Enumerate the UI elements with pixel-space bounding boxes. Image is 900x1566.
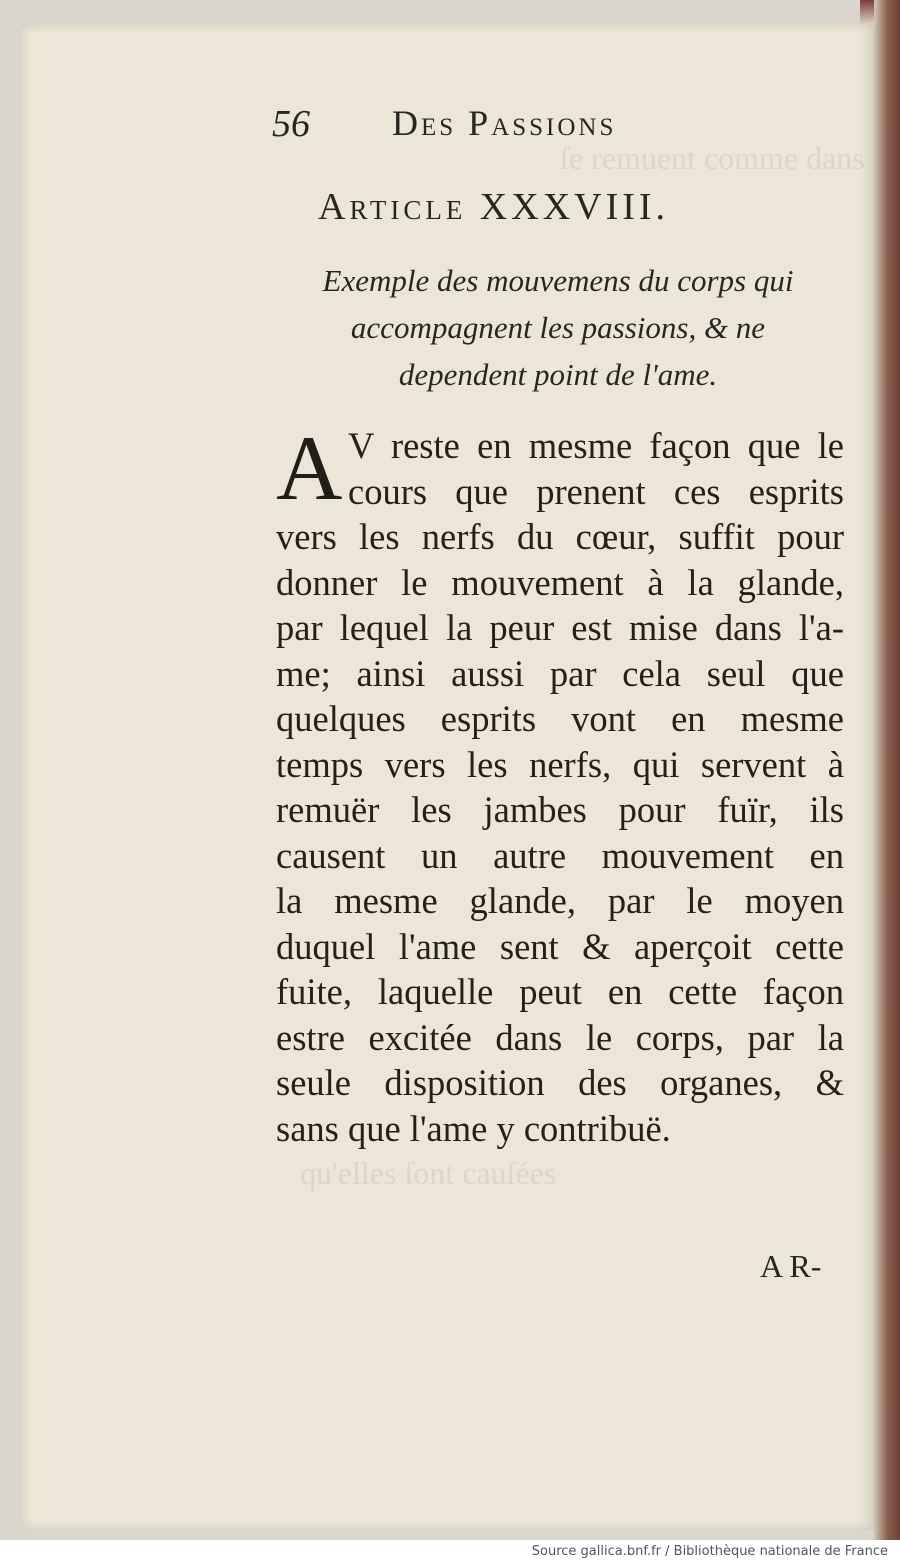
article-subtitle xyxy=(272,257,844,398)
article-title: Article XXXVIII. xyxy=(318,186,670,228)
source-footer xyxy=(0,1540,900,1566)
body-line: me; ainsi aussi par cela seul que xyxy=(276,652,844,694)
subtitle-line: accompagnent les passions, & ne xyxy=(350,310,766,345)
subtitle-line: Exemple des mouvemens du corps qui xyxy=(322,263,794,298)
body-line: par lequel la peur est mise dans l'a- xyxy=(276,607,844,648)
show-through: ſe remuent comme dans xyxy=(560,140,865,176)
catchword: A R- xyxy=(760,1248,822,1284)
body-line: fuite, laquelle peut en cette façon xyxy=(276,971,844,1012)
body-line: duquel l'ame sent & aperçoit cette xyxy=(276,925,844,967)
subtitle-line: dependent point de l'ame. xyxy=(398,357,718,392)
body-line: seule disposition des organes, & xyxy=(276,1062,844,1103)
source-credit: Source gallica.bnf.fr / Bibliothèque nationale de France xyxy=(531,1544,888,1559)
body-line: temps vers les nerfs, qui servent à xyxy=(276,743,844,785)
body-line: sans que l'ame y contribuë. xyxy=(276,1107,671,1149)
body-line: cours que prenent ces esprits xyxy=(348,470,844,512)
body-line: la mesme glande, par le moyen xyxy=(276,880,844,921)
show-through: qu'elles ſont cauſées xyxy=(300,1155,557,1191)
page-number: 56 xyxy=(272,103,310,145)
drop-cap: A xyxy=(276,417,343,519)
body-line: causent un autre mouvement en xyxy=(276,834,844,876)
book-spine-edge xyxy=(874,0,900,1540)
body-line: donner le mouvement à la glande, xyxy=(276,561,844,603)
body-line: quelques esprits vont en mesme xyxy=(276,698,844,739)
article-body xyxy=(276,417,844,1151)
page-header xyxy=(272,100,744,150)
running-head: Des Passions xyxy=(392,103,617,143)
body-line: remuër les jambes pour fuïr, ils xyxy=(276,789,844,830)
body-line: V reste en mesme façon que le xyxy=(348,425,844,466)
body-line: estre excitée dans le corps, par la xyxy=(276,1016,844,1058)
body-line: vers les nerfs du cœur, suffit pour xyxy=(276,516,844,557)
